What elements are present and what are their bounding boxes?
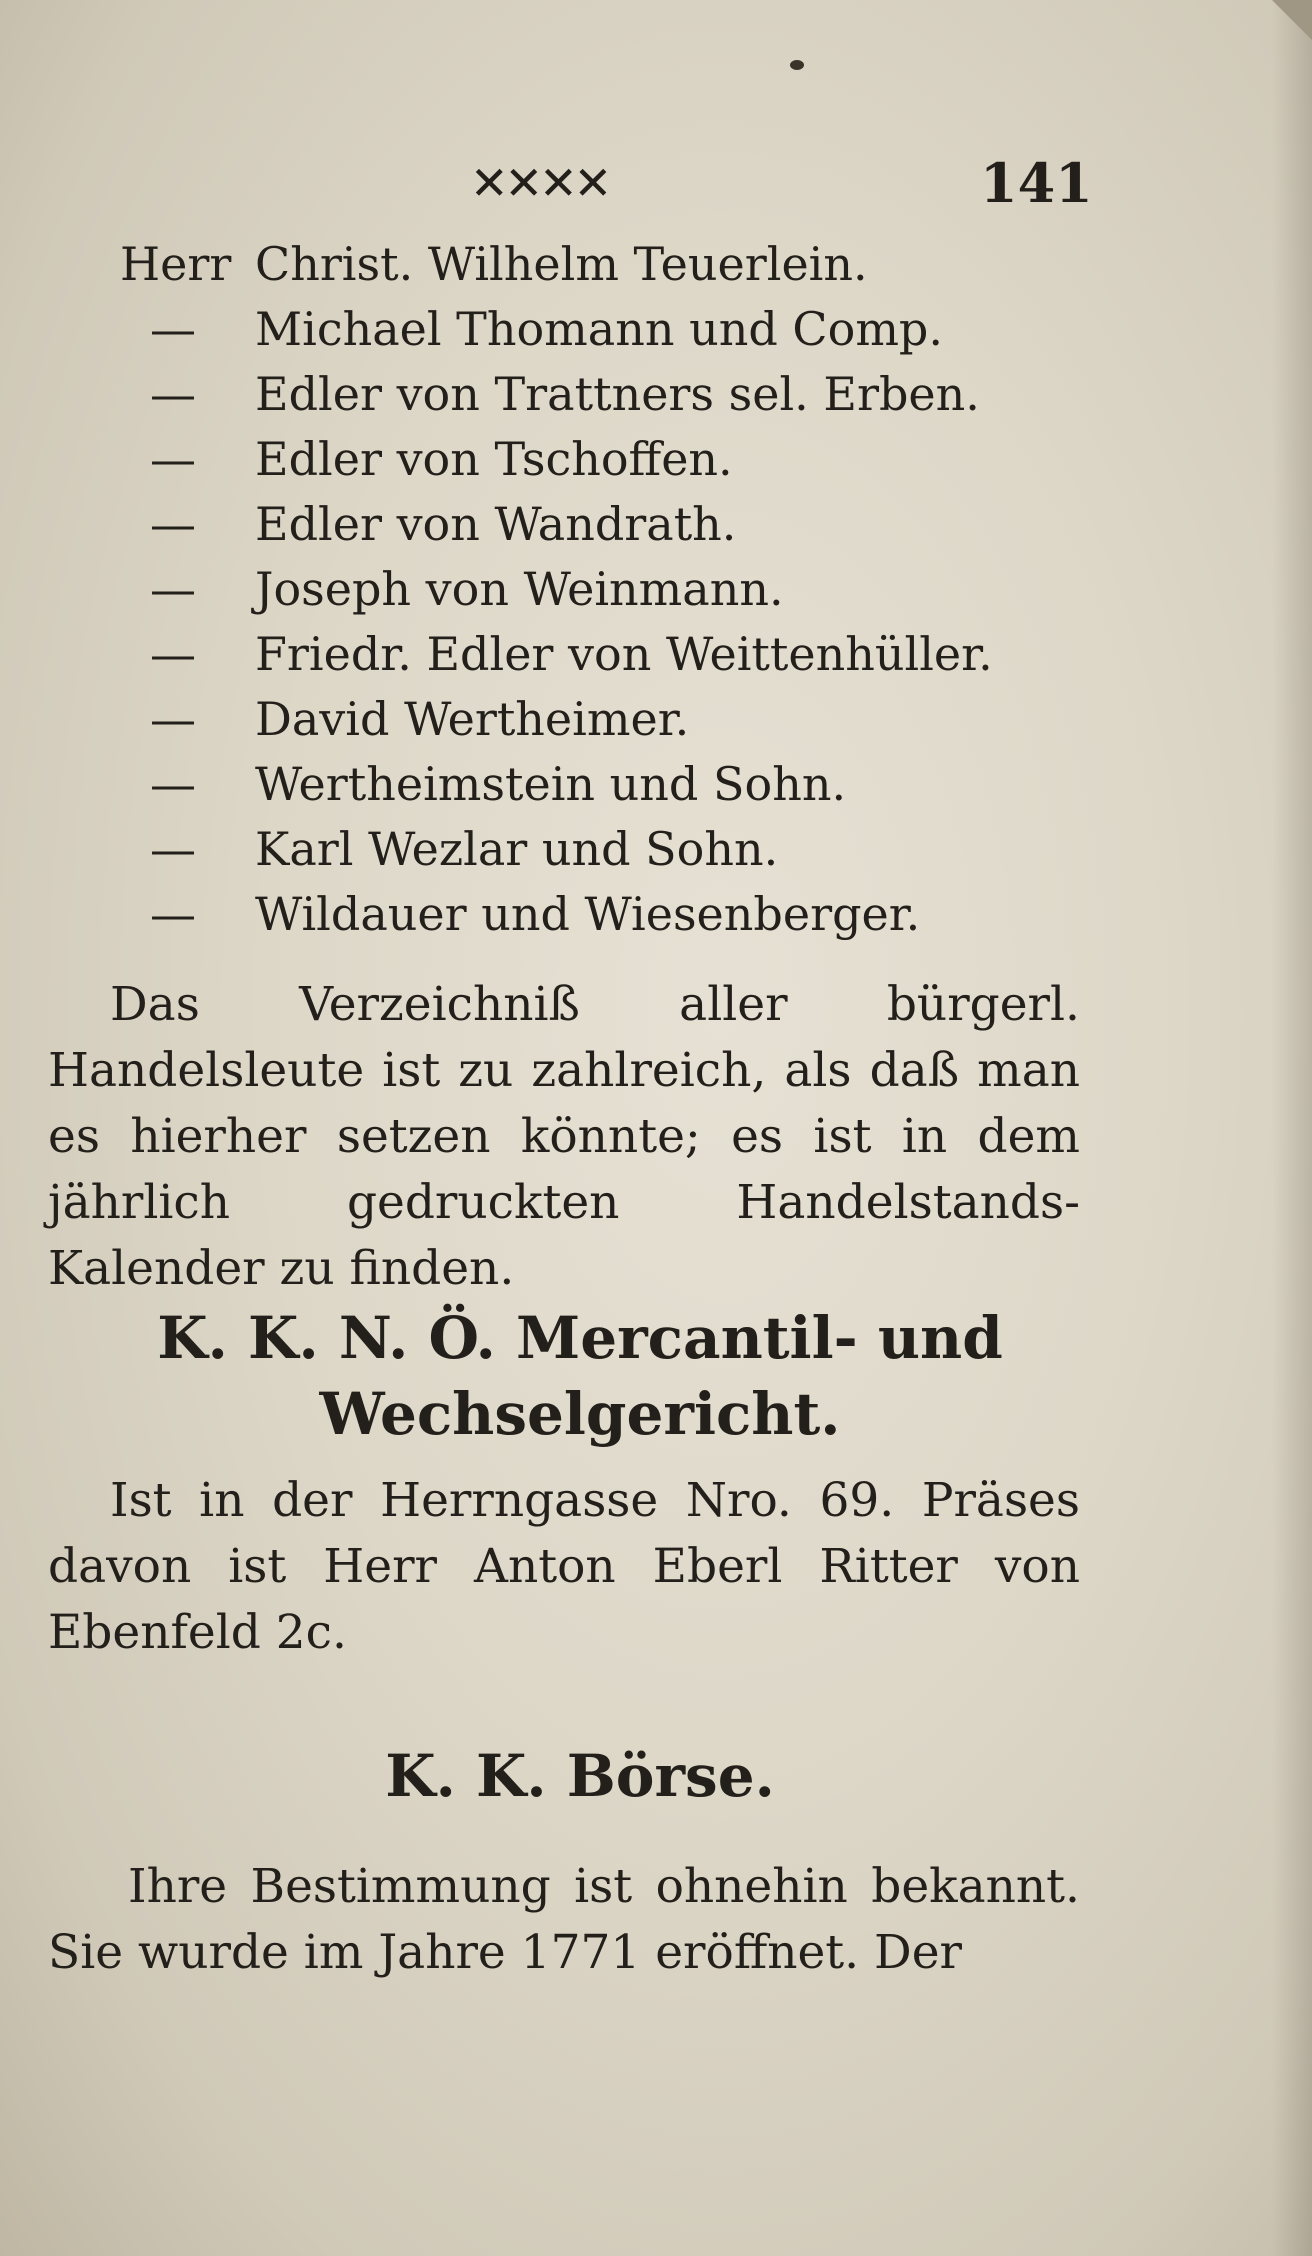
merchant-name: Michael Thomann und Comp. [255, 302, 944, 356]
merchant-name: Edler von Trattners sel. Erben. [255, 367, 980, 421]
merchant-row [120, 362, 1120, 427]
merchant-lead: — [150, 302, 196, 356]
merchant-name: Christ. Wilhelm Teuerlein. [255, 237, 868, 291]
merchant-name: Wildauer und Wiesenberger. [255, 887, 921, 941]
merchant-lead: — [150, 562, 196, 616]
page-edge-shadow [1272, 0, 1312, 2256]
merchant-name: Wertheimstein und Sohn. [255, 757, 847, 811]
court-heading-line2: Wechselgericht. [319, 1380, 841, 1448]
merchant-row [120, 752, 1120, 817]
merchant-lead: — [150, 432, 196, 486]
exchange-heading: K. K. Börse. [385, 1742, 775, 1810]
merchant-row [120, 557, 1120, 622]
merchant-name: Friedr. Edler von Weittenhüller. [255, 627, 993, 681]
merchant-row [120, 427, 1120, 492]
merchant-name: Joseph von Weinmann. [255, 562, 784, 616]
court-paragraph: Ist in der Herrngasse Nro. 69. Präses davon ist Herr Anton Eberl Ritter von Ebenfeld 2c. [48, 1473, 1080, 1660]
merchant-lead: — [150, 692, 196, 746]
merchant-name: Edler von Wandrath. [255, 497, 737, 551]
merchant-name: Edler von Tschoffen. [255, 432, 733, 486]
exchange-paragraph: Ihre Bestimmung ist ohnehin bekannt. Sie wurde im Jahre 1771 eröffnet. Der [48, 1859, 1080, 1980]
intro-paragraph: Das Verzeichniß aller bürgerl. Handelsleute ist zu zahlreich, als daß man es hierher setzen könnte; es ist in dem jährlich gedruckten Handelstands-Kalender zu finden. [48, 977, 1080, 1296]
court-heading-line1: K. K. N. Ö. Mercantil- und [157, 1304, 1003, 1372]
merchant-lead: — [150, 822, 196, 876]
header-ornament: ✕✕✕✕ [470, 156, 609, 210]
merchant-list [120, 232, 1120, 947]
merchant-row [120, 492, 1120, 557]
folded-corner [1272, 0, 1312, 40]
merchant-lead: — [150, 627, 196, 681]
merchant-lead: — [150, 497, 196, 551]
merchant-row [120, 687, 1120, 752]
merchant-lead: — [150, 757, 196, 811]
merchant-name: David Wertheimer. [255, 692, 690, 746]
merchant-lead: — [150, 367, 196, 421]
merchant-lead: — [150, 887, 196, 941]
page-header [0, 148, 1312, 218]
merchant-row [120, 297, 1120, 362]
merchant-row [120, 882, 1120, 947]
merchant-lead: Herr [120, 237, 232, 291]
merchant-row [120, 622, 1120, 687]
ink-spot [790, 60, 804, 70]
merchant-row [120, 232, 1120, 297]
merchant-row [120, 817, 1120, 882]
page-number: 141 [980, 151, 1093, 215]
merchant-name: Karl Wezlar und Sohn. [255, 822, 779, 876]
